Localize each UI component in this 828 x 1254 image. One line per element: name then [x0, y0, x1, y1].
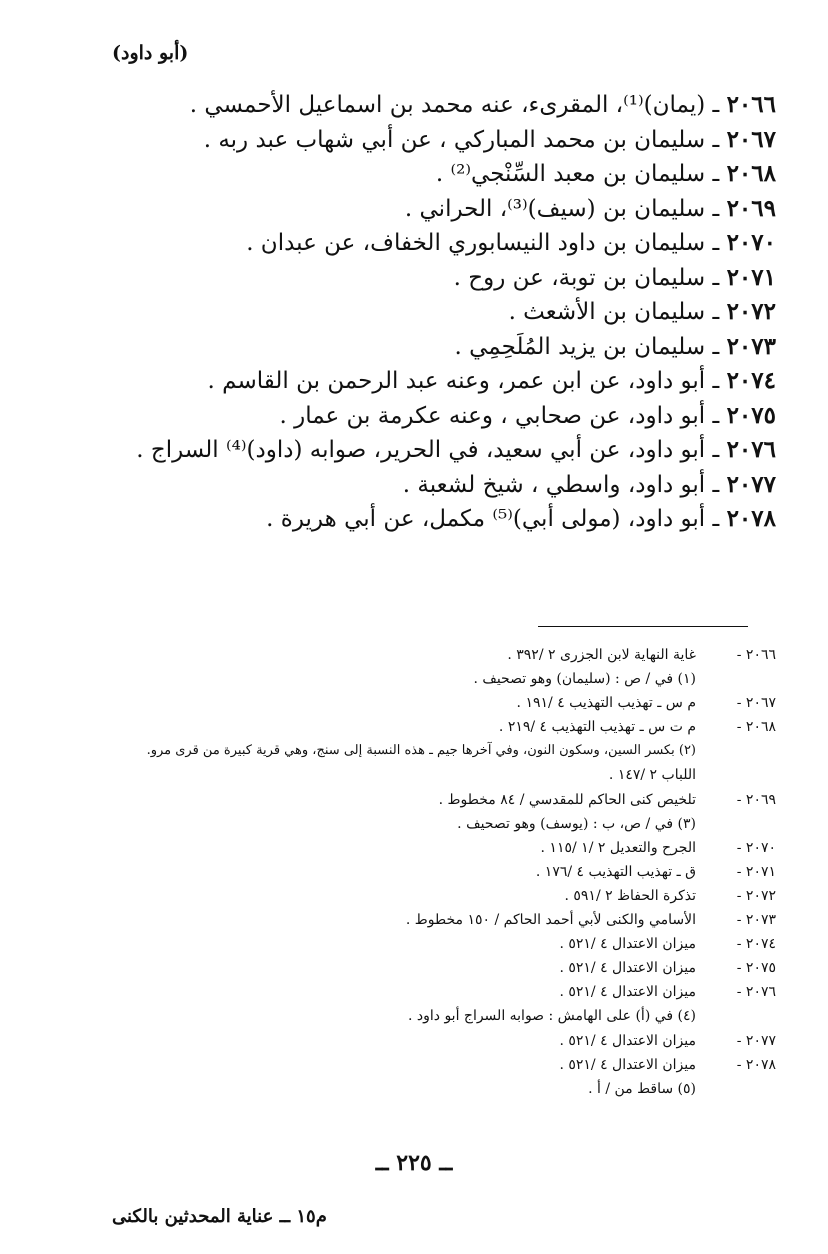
- footnote-text: ميزان الاعتدال ٤ /٥٢١ .: [559, 1056, 696, 1073]
- entry-text: سليمان بن معبد السِّنْجي⁽²⁾ .: [435, 161, 706, 187]
- footnote-number: ٢٠٧١ -: [736, 863, 776, 880]
- footnote-row: [16, 691, 776, 715]
- footnote-row: [16, 1004, 776, 1028]
- entry-text: سليمان بن توبة، عن روح .: [453, 264, 706, 291]
- footnote-number: [696, 739, 776, 763]
- footnote-number: [696, 1004, 776, 1028]
- entry-text: أبو داود، (مولى أبي)⁽⁵⁾ مكمل، عن أبي هريرة .: [266, 506, 706, 532]
- entry-number: ٢٠٧٢: [726, 298, 776, 325]
- running-header: (أبو داود): [112, 42, 189, 64]
- footnote-row: [16, 980, 776, 1004]
- footnote-number: ٢٠٦٧ -: [736, 695, 776, 712]
- footnote-text: ميزان الاعتدال ٤ /٥٢١ .: [559, 960, 696, 977]
- entry-number: ٢٠٧٦: [726, 436, 776, 463]
- footnote-text: ميزان الاعتدال ٤ /٥٢١ .: [559, 984, 696, 1001]
- footnote-row: [16, 884, 776, 908]
- entry-2075: ٢٠٧٥ ـ أبو داود، عن صحابي ، وعنه عكرمة بن عمار .: [279, 401, 776, 429]
- footnote-text: ق ـ تهذيب التهذيب ٤ /١٧٦ .: [535, 863, 696, 880]
- footnote-text: (٥) ساقط من / أ .: [588, 1080, 696, 1097]
- entry-number: ٢٠٦٧: [726, 125, 776, 153]
- entry-2068: ٢٠٦٨ ـ سليمان بن معبد السِّنْجي⁽²⁾ .: [435, 160, 776, 187]
- entry-text: أبو داود، عن صحابي ، وعنه عكرمة بن عمار .: [279, 402, 706, 429]
- entry-text: أبو داود، عن أبي سعيد، في الحرير، صوابه (داود)⁽⁴⁾ السراج .: [136, 437, 706, 463]
- footnote-row: [16, 643, 776, 667]
- entry-2067: ٢٠٦٧ ـ سليمان بن محمد المباركي ، عن أبي شهاب عبد ربه .: [203, 125, 776, 153]
- footnote-text: (٤) في (أ) على الهامش : صوابه السراج أبو داود .: [407, 1008, 696, 1025]
- footnote-text: تذكرة الحفاظ ٢ /٥٩١ .: [564, 887, 696, 904]
- entry-number: ٢٠٧١: [726, 263, 776, 291]
- footnote-number: ٢٠٧٨ -: [736, 1056, 776, 1073]
- entry-text: أبو داود، عن ابن عمر، وعنه عبد الرحمن بن القاسم .: [207, 368, 706, 394]
- entry-text: سليمان بن داود النيسابوري الخفاف، عن عبدان .: [246, 230, 706, 256]
- footnote-number: ٢٠٧٦ -: [736, 984, 776, 1001]
- footnote-text: اللباب ٢ /١٤٧ .: [608, 767, 696, 784]
- footnote-number: ٢٠٧٢ -: [736, 887, 776, 904]
- entry-number: ٢٠٦٨: [726, 160, 776, 187]
- footnote-row: [16, 788, 776, 812]
- footnote-text: الأسامي والكنى لأبي أحمد الحاكم / ١٥٠ مخطوط .: [405, 912, 696, 929]
- footnote-row: [16, 667, 776, 691]
- footnote-number: ٢٠٧٥ -: [736, 960, 776, 977]
- footnote-row: [16, 812, 776, 836]
- footnote-list: [16, 643, 776, 1101]
- footnote-number: ٢٠٧٣ -: [736, 912, 776, 929]
- footnote-row: [16, 715, 776, 739]
- entry-number: ٢٠٧٥: [726, 401, 776, 429]
- footnote-text: (٢) بكسر السين، وسكون النون، وفي آخرها جيم ـ هذه النسبة إلى سنج، وهي قرية كبيرة من قرى مرو.: [146, 743, 696, 759]
- footnote-row: [16, 1053, 776, 1077]
- running-footer: م١٥ ــ عناية المحدثين بالكنى: [112, 1206, 327, 1227]
- entry-2066: ٢٠٦٦ ـ (يمان)⁽¹⁾، المقرىء، عنه محمد بن اسماعيل الأحمسي .: [189, 91, 776, 118]
- footnote-row: [16, 908, 776, 932]
- entry-number: ٢٠٧٧: [726, 470, 776, 498]
- entry-text: سليمان بن يزيد المُلَحِمِي .: [454, 333, 706, 360]
- entry-number: ٢٠٦٦: [726, 91, 776, 118]
- footnote-text: م س ـ تهذيب التهذيب ٤ /١٩١ .: [516, 695, 696, 712]
- footnote-text: تلخيص كنى الحاكم للمقدسي / ٨٤ مخطوط .: [438, 791, 696, 808]
- entry-2077: ٢٠٧٧ ـ أبو داود، واسطي ، شيخ لشعبة .: [402, 470, 776, 498]
- footnote-number: ٢٠٧٧ -: [736, 1032, 776, 1049]
- entry-text: (يمان)⁽¹⁾، المقرىء، عنه محمد بن اسماعيل الأحمسي .: [189, 92, 706, 118]
- page-number: ــ ٢٢٥ ــ: [375, 1150, 453, 1176]
- entry-text: سليمان بن محمد المباركي ، عن أبي شهاب عبد ربه .: [203, 126, 706, 153]
- footnote-divider: [538, 626, 748, 627]
- entry-number: ٢٠٧٤: [726, 367, 776, 394]
- footnote-text: غاية النهاية لابن الجزرى ٢ /٣٩٢ .: [507, 647, 696, 663]
- footnote-text: (٣) في / ص، ب : (يوسف) وهو تصحيف .: [457, 815, 696, 832]
- footnote-text: (١) في / ص : (سليمان) وهو تصحيف .: [473, 671, 696, 688]
- footnote-number: ٢٠٦٨ -: [736, 719, 776, 736]
- footnote-row: [16, 1029, 776, 1053]
- footnote-number: [696, 667, 776, 691]
- footnote-text: ميزان الاعتدال ٤ /٥٢١ .: [559, 1032, 696, 1049]
- footnote-number: ٢٠٦٦ -: [736, 647, 776, 663]
- entry-2076: ٢٠٧٦ ـ أبو داود، عن أبي سعيد، في الحرير، صوابه (داود)⁽⁴⁾ السراج .: [136, 436, 776, 463]
- entry-number: ٢٠٧٣: [726, 332, 776, 360]
- footnote-row: [16, 836, 776, 860]
- entry-text: سليمان بن الأشعث .: [508, 299, 706, 325]
- entry-text: سليمان بن (سيف)⁽³⁾، الحراني .: [404, 195, 706, 222]
- footnote-text: م ت س ـ تهذيب التهذيب ٤ /٢١٩ .: [498, 719, 696, 736]
- entry-2070: ٢٠٧٠ ـ سليمان بن داود النيسابوري الخفاف، عن عبدان .: [246, 229, 776, 256]
- footnote-number: [696, 763, 776, 787]
- footnote-row: [16, 739, 776, 763]
- entry-2072: ٢٠٧٢ ـ سليمان بن الأشعث .: [508, 298, 776, 325]
- entry-2073: ٢٠٧٣ ـ سليمان بن يزيد المُلَحِمِي .: [454, 332, 776, 360]
- entry-2071: ٢٠٧١ ـ سليمان بن توبة، عن روح .: [453, 263, 776, 291]
- footnote-number: [696, 1077, 776, 1101]
- entry-text: أبو داود، واسطي ، شيخ لشعبة .: [402, 471, 706, 498]
- entry-number: ٢٠٦٩: [726, 194, 776, 222]
- footnote-row: [16, 763, 776, 787]
- footnote-row: [16, 1077, 776, 1101]
- entry-number: ٢٠٧٠: [726, 229, 776, 256]
- entry-list: [136, 88, 776, 537]
- entry-2069: ٢٠٦٩ ـ سليمان بن (سيف)⁽³⁾، الحراني .: [404, 194, 776, 222]
- footnote-number: ٢٠٦٩ -: [736, 791, 776, 808]
- footnote-number: [696, 812, 776, 836]
- entry-2074: ٢٠٧٤ ـ أبو داود، عن ابن عمر، وعنه عبد الرحمن بن القاسم .: [207, 367, 776, 394]
- entry-2078: ٢٠٧٨ ـ أبو داود، (مولى أبي)⁽⁵⁾ مكمل، عن أبي هريرة .: [266, 505, 776, 532]
- footnote-row: [16, 932, 776, 956]
- footnote-row: [16, 860, 776, 884]
- footnote-number: ٢٠٧٤ -: [736, 936, 776, 953]
- entry-number: ٢٠٧٨: [726, 505, 776, 532]
- footnote-number: ٢٠٧٠ -: [736, 839, 776, 856]
- footnote-row: [16, 956, 776, 980]
- footnote-text: ميزان الاعتدال ٤ /٥٢١ .: [559, 936, 696, 953]
- footnote-text: الجرح والتعديل ٢ /١ /١١٥ .: [540, 839, 696, 856]
